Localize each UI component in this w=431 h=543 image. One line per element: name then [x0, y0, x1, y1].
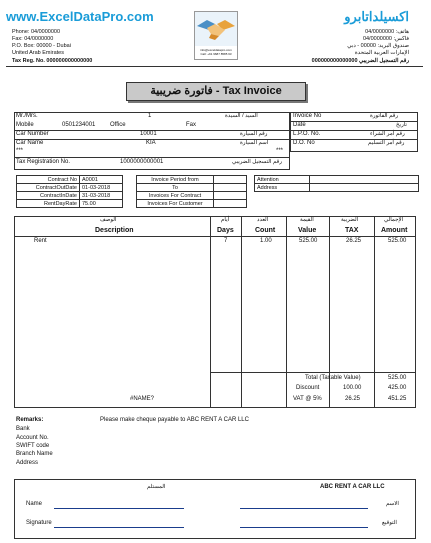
period-value[interactable]	[214, 176, 247, 184]
vat-label: VAT @ 5%	[293, 396, 322, 402]
count-header-arabic: العدد	[257, 217, 269, 223]
period-value[interactable]	[214, 200, 247, 208]
tax-header-arabic: الضريبة	[341, 217, 359, 223]
date-label: Date	[293, 122, 306, 128]
remarks-note: Please make cheque payable to ABC RENT A CAR LLC	[100, 417, 249, 423]
bank-label: Bank	[16, 426, 30, 432]
discount-pct: 100.00	[343, 385, 362, 391]
website-title[interactable]: www.ExcelDataPro.com	[6, 9, 154, 24]
receiver-signature-line[interactable]	[54, 527, 184, 528]
attention-value[interactable]	[310, 176, 419, 184]
contract-label: ContractInDate	[17, 192, 80, 200]
company-name-line[interactable]	[240, 508, 368, 509]
company-tax-reg: Tax Reg. No. 000000000000000	[12, 58, 93, 64]
swift-label: SWIFT code	[16, 443, 50, 449]
company-signature-line[interactable]	[240, 527, 368, 528]
company-country: United Arab Emirates	[12, 50, 64, 56]
company-fax-arabic: فاكس: 04/0000000	[362, 36, 409, 42]
customer-name-value[interactable]: 1	[148, 113, 152, 119]
value-header-arabic: القيمة	[300, 217, 314, 223]
meta-row-divider	[290, 121, 418, 122]
customer-row-divider	[14, 157, 290, 158]
item-tax[interactable]: 26.25	[346, 238, 362, 244]
days-header: Days	[217, 227, 234, 234]
vat-tax: 26.25	[345, 396, 361, 402]
discount-value: 425.00	[388, 385, 407, 391]
contract-value[interactable]: 01-03-2018	[80, 184, 123, 192]
contract-label: RentDayRate	[17, 200, 80, 208]
branch-label: Branch Name	[16, 451, 53, 457]
taxable-label: Total (Taxable Value)	[305, 375, 361, 381]
items-col-divider	[210, 216, 211, 408]
customer-name-label: Mr./Mrs.	[16, 113, 38, 119]
contract-value[interactable]: A0001	[80, 176, 123, 184]
name-arabic: الاسم	[386, 501, 399, 507]
meta-row-divider	[290, 130, 418, 131]
trn-value[interactable]: 1000000000001	[120, 159, 164, 165]
discount-label: Discount	[296, 385, 320, 391]
office-label: Office	[110, 122, 126, 128]
item-value[interactable]: 525.00	[299, 238, 318, 244]
invoice-period-table	[136, 175, 247, 208]
period-label: Invoices For Contract	[137, 192, 214, 200]
website-title-arabic: اكسيلداتابرو	[344, 9, 409, 24]
car-number-arabic: رقم السيارة	[240, 131, 268, 137]
account-label: Account No.	[16, 435, 49, 441]
items-header-divider	[14, 236, 416, 237]
stars-left: ***	[16, 148, 24, 154]
period-label: Invoice Period from	[137, 176, 214, 184]
do-label: D.O. No	[293, 140, 315, 146]
company-fax: Fax: 04/0000000	[12, 36, 54, 42]
logo-email: info@exceldatapro.com	[200, 48, 232, 52]
contract-value[interactable]: 75.00	[80, 200, 123, 208]
customer-name-arabic: السيد / السيدة	[225, 113, 258, 119]
company-pobox: P.O. Box: 00000 - Dubai	[12, 43, 71, 49]
company-pobox-arabic: صندوق البريد: 00000 - دبي	[347, 43, 409, 49]
mobile-value[interactable]: 0501234001	[62, 122, 96, 128]
trn-label: Tax Registration No.	[16, 159, 71, 165]
company-signature-name: ABC RENT A CAR LLC	[320, 484, 385, 490]
items-col-divider	[374, 216, 375, 408]
invoice-no-arabic: رقم الفاتورة	[370, 113, 399, 119]
signature-arabic: التوقيع	[382, 520, 397, 526]
name-label: Name	[26, 501, 43, 507]
contract-value[interactable]: 31-03-2018	[80, 192, 123, 200]
lpo-label: L.P.O. No.	[293, 131, 321, 137]
car-name-arabic: اسم السيارة	[240, 140, 269, 146]
car-number-value[interactable]: 10001	[140, 131, 157, 137]
taxable-value: 525.00	[388, 375, 407, 381]
do-arabic: رقم أمر التسليم	[368, 140, 405, 146]
signature-label: Signature	[26, 520, 52, 526]
header-divider	[6, 66, 423, 67]
days-header-arabic: أيام	[221, 217, 230, 223]
invoice-title: فاتورة ضريبية - Tax Invoice	[126, 82, 306, 101]
mobile-label: Mobile	[16, 122, 34, 128]
address-value[interactable]	[310, 184, 419, 192]
items-col-divider	[241, 216, 242, 408]
attention-label: Attention	[255, 176, 310, 184]
vat-amount: 451.25	[388, 396, 407, 402]
company-phone-arabic: هاتف: 04/0000000	[365, 29, 409, 35]
address-label: Address	[255, 184, 310, 192]
period-value[interactable]	[214, 184, 247, 192]
company-logo	[194, 11, 238, 60]
description-header-arabic: الوصف	[100, 217, 117, 223]
receiver-name-line[interactable]	[54, 508, 184, 509]
car-number-label: Car Number	[16, 131, 49, 137]
receiver-arabic: المستلم	[147, 484, 166, 490]
car-name-value[interactable]: KIA	[146, 140, 156, 146]
car-name-label: Car Name	[16, 140, 44, 146]
value-header: Value	[298, 227, 317, 234]
fax-label: Fax	[186, 122, 197, 128]
stars-right: ***	[276, 148, 284, 154]
name-error: #NAME?	[130, 396, 155, 402]
remarks-label: Remarks:	[16, 417, 44, 423]
item-days[interactable]: 7	[224, 238, 228, 244]
period-label: To	[137, 184, 214, 192]
item-count[interactable]: 1.00	[260, 238, 272, 244]
description-header: Description	[95, 227, 134, 234]
period-label: Invoices For Customer	[137, 200, 214, 208]
meta-row-divider	[290, 139, 418, 140]
contract-label: Contract No	[17, 176, 80, 184]
lpo-arabic: رقم أمر الشراء	[370, 131, 405, 137]
address-remark-label: Address	[16, 460, 39, 466]
item-amount[interactable]: 525.00	[388, 238, 407, 244]
contract-table	[16, 175, 123, 208]
attention-table	[254, 175, 419, 192]
contract-label: ContractOutDate	[17, 184, 80, 192]
logo-phone: Call: +91 9687 8585 63	[200, 52, 232, 56]
count-header: Count	[255, 227, 276, 234]
handshake-icon	[195, 12, 237, 46]
totals-divider	[210, 372, 416, 373]
items-col-divider	[286, 216, 287, 408]
company-phone: Phone: 04/0000000	[12, 29, 61, 35]
date-arabic: تاريخ	[396, 122, 407, 128]
amount-header-arabic: الإجمالي	[384, 217, 404, 223]
item-description[interactable]: Rent	[34, 238, 47, 244]
company-tax-reg-arabic: رقم التسجيل الضريبي 000000000000000	[311, 58, 409, 64]
trn-arabic: رقم التسجيل الضريبي	[232, 159, 282, 165]
amount-header: Amount	[381, 227, 408, 234]
period-value[interactable]	[214, 192, 247, 200]
company-country-arabic: الإمارات العربية المتحدة	[354, 50, 409, 56]
invoice-no-label: Invoice No	[293, 113, 322, 119]
tax-header: TAX	[345, 227, 359, 234]
